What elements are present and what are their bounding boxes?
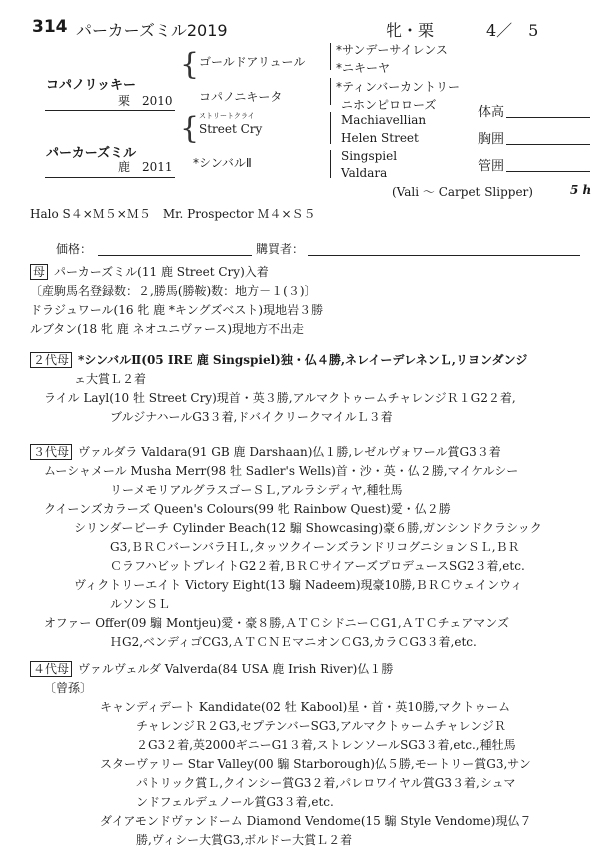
third-dam-line: G3,ＢＲＣバーンバラＨＬ,タッツクイーンズランドリコグニションＳＬ,ＢＲ (110, 540, 520, 554)
buyer-label: 購買者： (256, 242, 305, 256)
fourth-dam-line: ヴァルヴェルダ Valverda(84 USA 鹿 Irish River)仏１勝 (78, 662, 394, 676)
dam-tag: 母 (30, 264, 48, 280)
sire-dam-sire: *ティンバーカントリー (336, 80, 460, 94)
pedigree-extra: (Vali ～ Carpet Slipper) (392, 185, 533, 199)
dam-dam: *シンバルⅡ (193, 156, 252, 170)
bracket-2: { (180, 111, 200, 146)
dam-sire: Street Cry (199, 122, 263, 136)
third-dam-tag: ３代母 (30, 444, 72, 460)
sire-sire: ゴールドアリュール (199, 55, 306, 69)
fourth-dam-line: チャレンジＲ２G3,セプテンバーSG3,アルマクトゥームチャレンジＲ (136, 719, 506, 733)
sire-name: コパノリッキー (46, 78, 136, 93)
second-dam-line: *シンバルⅡ(05 IRE 鹿 Singspiel)独・仏４勝,ネレイーデレネンＬ,リヨンダンジ (78, 353, 528, 367)
pedigree-extra-code: 5 h (570, 183, 592, 197)
dam-name: パーカーズミル (46, 146, 137, 161)
sire-color-year: 栗 2010 (118, 94, 173, 108)
section-second-dam (30, 351, 596, 427)
height-label: 体高 (478, 105, 505, 120)
bracket-1: { (180, 47, 200, 82)
divider-c (330, 112, 331, 144)
sire-dam: コパノニキータ (199, 90, 283, 104)
third-dam-line: ＣラフハビットプレイトG2２着,ＢＲＣサイアーズプロデュースSG2３着,etc. (110, 559, 525, 573)
second-dam-line: ブルジナハールG3３着,ドバイクリークマイルＬ３着 (110, 410, 393, 424)
dam-underline (45, 177, 175, 178)
fourth-dam-line: 勝,ヴィシー大賞G3,ボルドー大賞Ｌ２着 (136, 833, 353, 847)
sire-sire-sire: *サンデーサイレンス (336, 43, 448, 57)
chest-label: 胸囲 (478, 132, 505, 147)
price-label: 価格： (56, 242, 93, 256)
divider-a (330, 43, 331, 70)
dam-line: パーカーズミル(11 鹿 Street Cry)入着 (54, 265, 269, 279)
dam-line: ルブタン(18 牝 鹿 ネオユニヴァース)現地方不出走 (30, 322, 305, 336)
cannon-field[interactable] (506, 171, 590, 172)
third-dam-line: ヴァルダラ Valdara(91 GB 鹿 Darshaan)仏１勝,レゼルヴォワール賞G3３着 (78, 445, 501, 459)
fourth-dam-line: スターヴァリー Star Valley(00 騸 Starborough)仏５勝,モートリー賞G3,サン (100, 757, 531, 771)
sire-sire-dam: *ニキーヤ (336, 61, 391, 75)
dam-dam-sire: Singspiel (341, 149, 398, 163)
fourth-dam-line: ンドフェルデュノール賞G3３着,etc. (136, 795, 334, 809)
second-dam-line: ェ大賞Ｌ２着 (74, 372, 147, 386)
height-field[interactable] (506, 117, 590, 118)
fourth-dam-line: ２G3２着,英2000ギニーG1３着,ストレンソールSG3３着,etc.,種牡馬 (136, 738, 516, 752)
dam-color-year: 鹿 2011 (118, 160, 173, 174)
third-dam-line: リーメモリアルグラスゴーＳＬ,アルラシディヤ,種牡馬 (110, 483, 403, 497)
sex-color: 牝・栗 (386, 21, 435, 40)
cannon-label: 管囲 (478, 159, 505, 174)
birth-date: 4／ 5 (486, 21, 539, 40)
section-dam (30, 263, 596, 339)
lot-number: 314 (32, 17, 68, 37)
dam-sire-dam: Helen Street (341, 131, 419, 145)
section-fourth-dam (30, 660, 596, 850)
fourth-dam-line: ダイアモンドヴァンドーム Diamond Vendome(15 騸 Style Vendome)現仏７ (100, 814, 532, 828)
sire-dam-dam: ニホンピロローズ (341, 98, 437, 112)
third-dam-line: ムーシャメール Musha Merr(98 牡 Sadler's Wells)首・沙・英・仏２勝,マイケルシー (44, 464, 519, 478)
third-dam-line: クイーンズカラーズ Queen's Colours(99 牝 Rainbow Quest)愛・仏２勝 (44, 502, 451, 516)
dam-line: 〔産駒馬名登録数：２,勝馬(勝鞍)数：地方－１(３)〕 (30, 284, 317, 298)
horse-name: パーカーズミル2019 (76, 21, 228, 40)
second-dam-tag: ２代母 (30, 352, 72, 368)
inbreeding: Halo S４×Ｍ５×Ｍ５ Mr. Prospector Ｍ４×Ｓ５ (30, 207, 316, 221)
divider-d (330, 150, 331, 178)
buyer-field[interactable] (308, 255, 580, 256)
dam-line: ドラジュワール(16 牝 鹿 *キングズベスト)現地岩３勝 (30, 303, 324, 317)
third-dam-line: シリンダービーチ Cylinder Beach(12 騸 Showcasing)豪６勝,ガンシンドクラシック (74, 521, 542, 535)
chest-field[interactable] (506, 144, 590, 145)
fourth-dam-line: 〔曾孫〕 (44, 681, 93, 695)
dam-sire-sire: Machiavellian (341, 113, 427, 127)
sire-underline (45, 110, 175, 111)
fourth-dam-line: キャンディデート Kandidate(02 牡 Kabool)星・首・英10勝,マクトゥーム (100, 700, 511, 714)
price-field[interactable] (98, 255, 252, 256)
third-dam-line: ヴィクトリーエイト Victory Eight(13 騸 Nadeem)現豪10勝,ＢＲＣウェインウィ (74, 578, 523, 592)
section-third-dam (30, 443, 596, 652)
fourth-dam-line: パトリック賞Ｌ,クインシー賞G3２着,パレロワイヤル賞G3３着,シュマ (136, 776, 516, 790)
divider-b (330, 78, 331, 105)
dam-dam-dam: Valdara (341, 166, 388, 180)
third-dam-line: オファー Offer(09 騸 Montjeu)愛・豪８勝,ＡＴＣシドニーＣG1,ＡＴＣチェアマンズ (44, 616, 509, 630)
dam-sire-ruby: ストリートクライ (199, 112, 255, 120)
second-dam-line: ライル Layl(10 牡 Street Cry)現首・英３勝,アルマクトゥームチャレンジＲ１G2２着, (44, 391, 516, 405)
fourth-dam-tag: ４代母 (30, 661, 72, 677)
third-dam-line: ＨG2,ベンディゴCG3,ＡＴＣＮＥマニオンＣG3,カラＣG3３着,etc. (110, 635, 477, 649)
third-dam-line: ルソンＳＬ (110, 597, 171, 611)
